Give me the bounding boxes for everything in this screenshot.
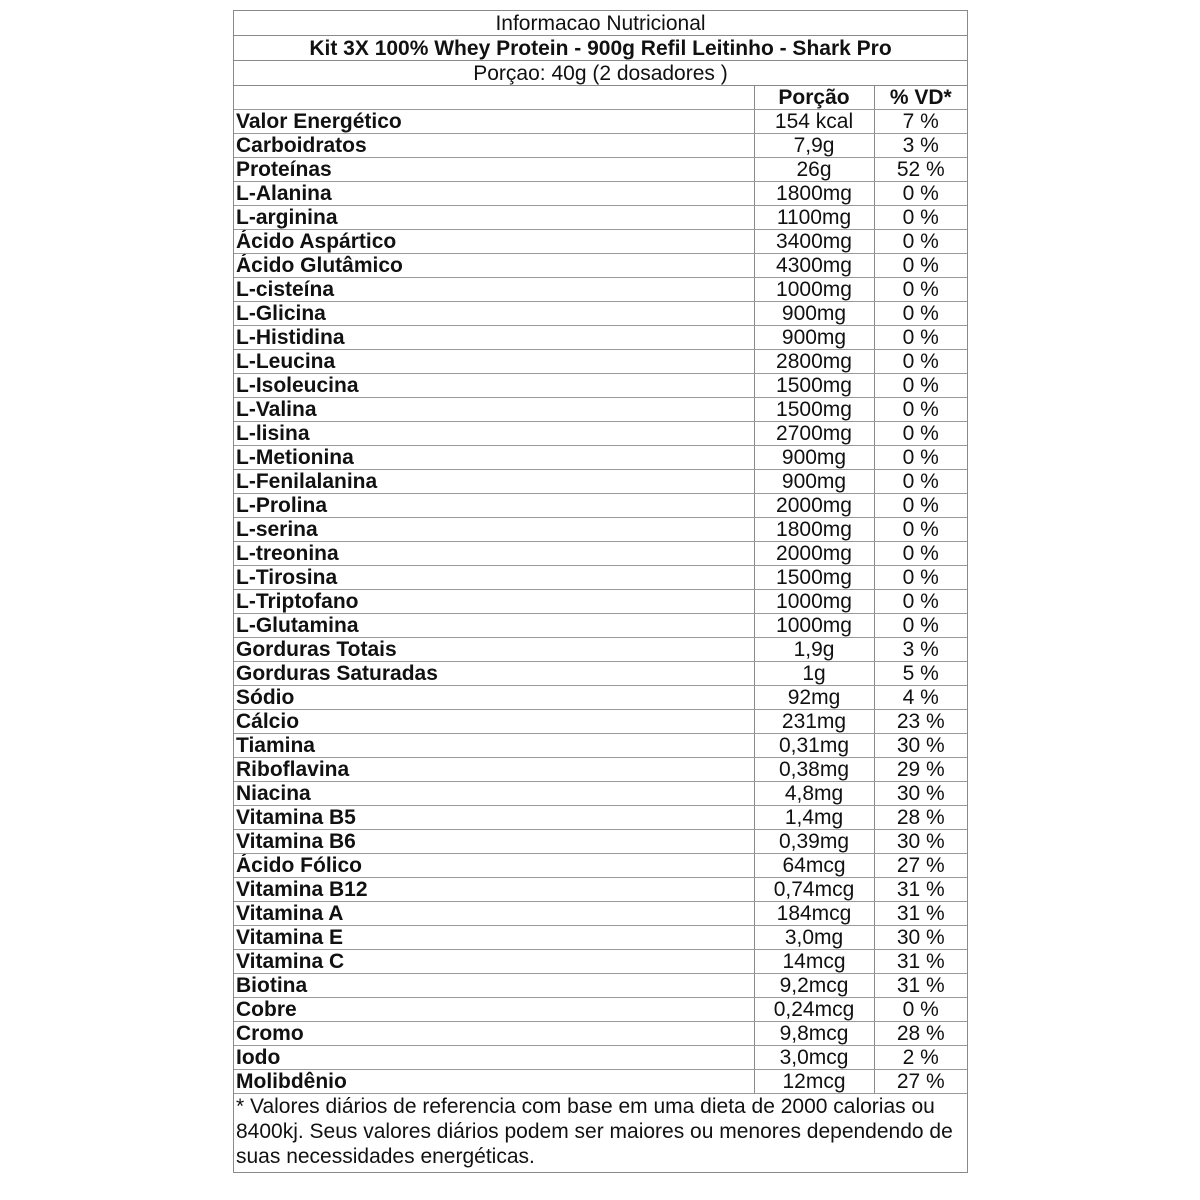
nutrient-daily-value: 31 % [874, 974, 967, 998]
column-header-daily-value: % VD* [874, 86, 967, 110]
table-row [234, 158, 967, 182]
column-header-amount: Porção [754, 86, 874, 110]
nutrient-amount: 1000mg [754, 614, 874, 638]
nutrient-name: Valor Energético [234, 110, 754, 134]
table-row [234, 518, 967, 542]
nutrient-daily-value: 30 % [874, 830, 967, 854]
table-row [234, 422, 967, 446]
table-row [234, 326, 967, 350]
nutrient-daily-value: 0 % [874, 494, 967, 518]
nutrient-name: Gorduras Saturadas [234, 662, 754, 686]
nutrient-daily-value: 0 % [874, 446, 967, 470]
nutrient-name: L-serina [234, 518, 754, 542]
table-row [234, 566, 967, 590]
nutrient-name: L-lisina [234, 422, 754, 446]
nutrient-daily-value: 0 % [874, 374, 967, 398]
table-row [234, 1070, 967, 1094]
nutrient-amount: 1800mg [754, 518, 874, 542]
nutrient-name: Niacina [234, 782, 754, 806]
nutrient-amount: 0,31mg [754, 734, 874, 758]
nutrient-daily-value: 29 % [874, 758, 967, 782]
table-row [234, 494, 967, 518]
nutrient-amount: 1500mg [754, 566, 874, 590]
table-row [234, 734, 967, 758]
nutrient-daily-value: 0 % [874, 470, 967, 494]
nutrient-amount: 2800mg [754, 350, 874, 374]
nutrient-daily-value: 3 % [874, 638, 967, 662]
nutrient-amount: 1500mg [754, 398, 874, 422]
nutrient-name: Vitamina C [234, 950, 754, 974]
nutrient-amount: 154 kcal [754, 110, 874, 134]
nutrient-rows [234, 110, 967, 1094]
table-row [234, 590, 967, 614]
nutrient-name: Carboidratos [234, 134, 754, 158]
nutrient-name: L-Metionina [234, 446, 754, 470]
nutrient-amount: 3,0mcg [754, 1046, 874, 1070]
nutrient-daily-value: 23 % [874, 710, 967, 734]
nutrient-amount: 900mg [754, 326, 874, 350]
nutrient-amount: 7,9g [754, 134, 874, 158]
nutrient-daily-value: 0 % [874, 278, 967, 302]
nutrient-daily-value: 0 % [874, 206, 967, 230]
nutrient-name: Vitamina B6 [234, 830, 754, 854]
nutrient-amount: 4,8mg [754, 782, 874, 806]
table-row [234, 710, 967, 734]
table-row [234, 926, 967, 950]
nutrient-amount: 2000mg [754, 494, 874, 518]
nutrient-daily-value: 30 % [874, 782, 967, 806]
nutrient-daily-value: 0 % [874, 518, 967, 542]
nutrient-name: Iodo [234, 1046, 754, 1070]
table-row [234, 686, 967, 710]
nutrient-daily-value: 30 % [874, 734, 967, 758]
nutrient-amount: 1500mg [754, 374, 874, 398]
nutrient-daily-value: 7 % [874, 110, 967, 134]
nutrient-name: Ácido Glutâmico [234, 254, 754, 278]
table-row [234, 230, 967, 254]
nutrient-name: L-Glicina [234, 302, 754, 326]
nutrient-name: Biotina [234, 974, 754, 998]
table-row [234, 806, 967, 830]
table-row [234, 614, 967, 638]
table-row [234, 854, 967, 878]
nutrient-name: Tiamina [234, 734, 754, 758]
nutrient-name: Vitamina E [234, 926, 754, 950]
nutrient-daily-value: 27 % [874, 854, 967, 878]
column-header-nutrient [234, 86, 754, 110]
nutrient-amount: 12mcg [754, 1070, 874, 1094]
nutrient-name: Vitamina B5 [234, 806, 754, 830]
nutrient-amount: 64mcg [754, 854, 874, 878]
nutrient-daily-value: 27 % [874, 1070, 967, 1094]
nutrient-daily-value: 0 % [874, 302, 967, 326]
nutrient-amount: 1800mg [754, 182, 874, 206]
nutrient-amount: 3,0mg [754, 926, 874, 950]
table-row [234, 830, 967, 854]
nutrient-name: L-Fenilalanina [234, 470, 754, 494]
table-row [234, 878, 967, 902]
nutrient-daily-value: 2 % [874, 1046, 967, 1070]
nutrient-name: Ácido Fólico [234, 854, 754, 878]
nutrient-daily-value: 0 % [874, 182, 967, 206]
nutrient-daily-value: 0 % [874, 230, 967, 254]
table-row [234, 758, 967, 782]
table-row [234, 542, 967, 566]
nutrient-daily-value: 28 % [874, 806, 967, 830]
nutrient-amount: 14mcg [754, 950, 874, 974]
nutrient-name: L-Isoleucina [234, 374, 754, 398]
nutrient-amount: 900mg [754, 302, 874, 326]
nutrient-name: Proteínas [234, 158, 754, 182]
nutrient-name: Cromo [234, 1022, 754, 1046]
nutrient-name: L-arginina [234, 206, 754, 230]
daily-value-footnote: * Valores diários de referencia com base em uma dieta de 2000 calorias ou 8400kj. Seus valores diários podem ser maiores ou menores dependendo de suas necessidades energéticas. [236, 1095, 953, 1169]
nutrient-amount: 0,74mcg [754, 878, 874, 902]
table-row [234, 1022, 967, 1046]
nutrient-amount: 0,24mcg [754, 998, 874, 1022]
nutrient-amount: 3400mg [754, 230, 874, 254]
nutrient-amount: 1100mg [754, 206, 874, 230]
nutrient-daily-value: 5 % [874, 662, 967, 686]
nutrient-name: Vitamina B12 [234, 878, 754, 902]
nutrient-name: L-Tirosina [234, 566, 754, 590]
nutrient-amount: 1000mg [754, 278, 874, 302]
nutrient-name: L-Valina [234, 398, 754, 422]
nutrient-amount: 0,38mg [754, 758, 874, 782]
nutrient-amount: 9,8mcg [754, 1022, 874, 1046]
table-row [234, 974, 967, 998]
table-row [234, 398, 967, 422]
product-name: Kit 3X 100% Whey Protein - 900g Refil Leitinho - Shark Pro [234, 36, 967, 61]
nutrient-name: L-Prolina [234, 494, 754, 518]
nutrient-name: Sódio [234, 686, 754, 710]
nutrient-name: L-Glutamina [234, 614, 754, 638]
nutrient-daily-value: 31 % [874, 902, 967, 926]
nutrition-facts-label [233, 10, 968, 1173]
nutrient-amount: 1,4mg [754, 806, 874, 830]
nutrient-name: L-Histidina [234, 326, 754, 350]
nutrient-amount: 92mg [754, 686, 874, 710]
nutrient-name: L-Alanina [234, 182, 754, 206]
nutrient-name: L-Triptofano [234, 590, 754, 614]
table-row [234, 302, 967, 326]
table-row [234, 374, 967, 398]
nutrient-name: Cálcio [234, 710, 754, 734]
nutrient-daily-value: 0 % [874, 590, 967, 614]
table-row [234, 350, 967, 374]
nutrient-daily-value: 31 % [874, 950, 967, 974]
nutrient-name: Ácido Aspártico [234, 230, 754, 254]
nutrient-daily-value: 0 % [874, 566, 967, 590]
table-row [234, 470, 967, 494]
nutrient-amount: 9,2mcg [754, 974, 874, 998]
nutrient-amount: 900mg [754, 470, 874, 494]
nutrient-amount: 26g [754, 158, 874, 182]
nutrient-name: L-cisteína [234, 278, 754, 302]
nutrient-amount: 2700mg [754, 422, 874, 446]
table-row [234, 278, 967, 302]
nutrient-daily-value: 0 % [874, 350, 967, 374]
label-title: Informacao Nutricional [234, 11, 967, 36]
nutrient-daily-value: 0 % [874, 254, 967, 278]
nutrient-daily-value: 30 % [874, 926, 967, 950]
nutrient-name: Cobre [234, 998, 754, 1022]
table-row [234, 206, 967, 230]
nutrient-daily-value: 52 % [874, 158, 967, 182]
nutrient-amount: 1000mg [754, 590, 874, 614]
serving-size: Porçao: 40g (2 dosadores ) [234, 61, 967, 86]
nutrient-daily-value: 0 % [874, 398, 967, 422]
table-row [234, 1046, 967, 1070]
nutrient-daily-value: 0 % [874, 614, 967, 638]
nutrient-name: L-treonina [234, 542, 754, 566]
nutrient-daily-value: 31 % [874, 878, 967, 902]
nutrient-name: Riboflavina [234, 758, 754, 782]
nutrient-amount: 4300mg [754, 254, 874, 278]
nutrient-daily-value: 3 % [874, 134, 967, 158]
nutrient-daily-value: 0 % [874, 422, 967, 446]
table-row [234, 950, 967, 974]
nutrition-table [234, 86, 967, 1094]
nutrient-name: Gorduras Totais [234, 638, 754, 662]
nutrient-daily-value: 0 % [874, 998, 967, 1022]
table-row [234, 446, 967, 470]
nutrient-amount: 1,9g [754, 638, 874, 662]
nutrient-amount: 1g [754, 662, 874, 686]
table-row [234, 662, 967, 686]
table-row [234, 902, 967, 926]
nutrient-amount: 2000mg [754, 542, 874, 566]
nutrient-daily-value: 4 % [874, 686, 967, 710]
table-header-row [234, 86, 967, 110]
nutrient-name: Vitamina A [234, 902, 754, 926]
nutrient-amount: 900mg [754, 446, 874, 470]
nutrient-daily-value: 0 % [874, 542, 967, 566]
table-row [234, 134, 967, 158]
nutrient-name: Molibdênio [234, 1070, 754, 1094]
table-row [234, 110, 967, 134]
nutrient-amount: 0,39mg [754, 830, 874, 854]
nutrient-amount: 231mg [754, 710, 874, 734]
nutrient-amount: 184mcg [754, 902, 874, 926]
nutrient-daily-value: 28 % [874, 1022, 967, 1046]
table-row [234, 638, 967, 662]
nutrient-name: L-Leucina [234, 350, 754, 374]
table-row [234, 998, 967, 1022]
table-row [234, 182, 967, 206]
nutrient-daily-value: 0 % [874, 326, 967, 350]
table-row [234, 782, 967, 806]
table-row [234, 254, 967, 278]
